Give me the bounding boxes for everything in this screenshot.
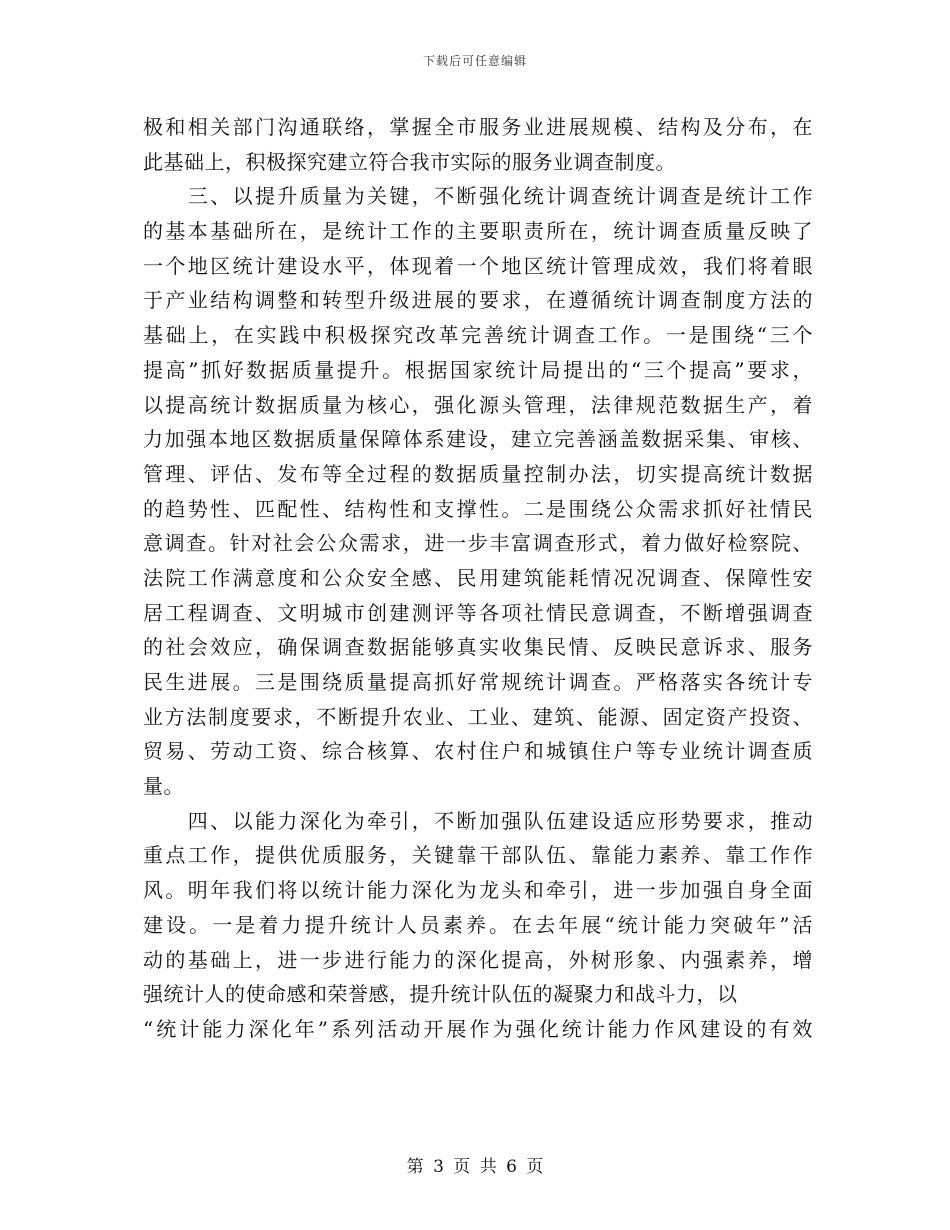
text-line: 极和相关部门沟通联络，掌握全市服务业进展规模、结构及分布，在 xyxy=(143,115,813,139)
page-number: 第 3 页 共 6 页 xyxy=(406,1157,544,1177)
text-line: 法院工作满意度和公众安全感、民用建筑能耗情况况调查、保障性安 xyxy=(143,565,813,590)
text-line: 的基本基础所在，是统计工作的主要职责所在，统计调查质量反映了 xyxy=(143,219,813,244)
text-line: 此基础上，积极探究建立符合我市实际的服务业调查制度。 xyxy=(143,149,676,174)
document-body xyxy=(143,110,813,1047)
text-line: 量。 xyxy=(143,774,184,799)
text-line: 强统计人的使命感和荣誉感，提升统计队伍的凝聚力和战斗力，以 xyxy=(143,982,738,1007)
text-line: 民生进展。三是围绕质量提高抓好常规统计调查。严格落实各统计专 xyxy=(143,670,813,694)
text-line: 居工程调查、文明城市创建测评等各项社情民意调查，不断增强调查 xyxy=(143,600,813,625)
text-line: 业方法制度要求，不断提升农业、工业、建筑、能源、固定资产投资、 xyxy=(143,704,813,729)
text-line: 提高”抓好数据质量提升。根据国家统计局提出的“三个提高”要求， xyxy=(143,357,813,382)
text-line: 于产业结构调整和转型升级进展的要求，在遵循统计调查制度方法的 xyxy=(143,288,813,313)
text-line: 以提高统计数据质量为核心，强化源头管理，法律规范数据生产，着 xyxy=(143,392,813,417)
text-line: “统计能力深化年”系列活动开展作为强化统计能力作风建设的有效 xyxy=(143,1016,813,1041)
text-line: 的趋势性、匹配性、结构性和支撑性。二是围绕公众需求抓好社情民 xyxy=(143,496,813,521)
text-line: 管理、评估、发布等全过程的数据质量控制办法，切实提高统计数据 xyxy=(143,461,813,486)
text-line: 基础上，在实践中积极探究改革完善统计调查工作。一是围绕“三个 xyxy=(143,323,813,348)
text-line: 重点工作，提供优质服务，关键靠干部队伍、靠能力素养、靠工作作 xyxy=(143,843,813,868)
text-line: 的社会效应，确保调查数据能够真实收集民情、反映民意诉求、服务 xyxy=(143,635,813,660)
text-line: 意调查。针对社会公众需求，进一步丰富调查形式，着力做好检察院、 xyxy=(143,531,813,556)
page-header: 下载后可任意编辑 xyxy=(422,54,527,68)
text-line: 一个地区统计建设水平，体现着一个地区统计管理成效，我们将着眼 xyxy=(143,253,813,278)
text-line: 动的基础上，进一步进行能力的深化提高，外树形象、内强素养，增 xyxy=(143,947,813,972)
text-line: 建设。一是着力提升统计人员素养。在去年展“统计能力突破年”活 xyxy=(143,912,813,937)
text-line: 贸易、劳动工资、综合核算、农村住户和城镇住户等专业统计调查质 xyxy=(143,739,813,764)
text-line: 三、以提升质量为关键，不断强化统计调查统计调查是统计工作 xyxy=(143,184,813,209)
text-line: 风。明年我们将以统计能力深化为龙头和牵引，进一步加强自身全面 xyxy=(143,878,813,903)
text-line: 四、以能力深化为牵引，不断加强队伍建设适应形势要求，推动 xyxy=(143,808,813,833)
text-line: 力加强本地区数据质量保障体系建设，建立完善涵盖数据采集、审核、 xyxy=(143,427,813,452)
